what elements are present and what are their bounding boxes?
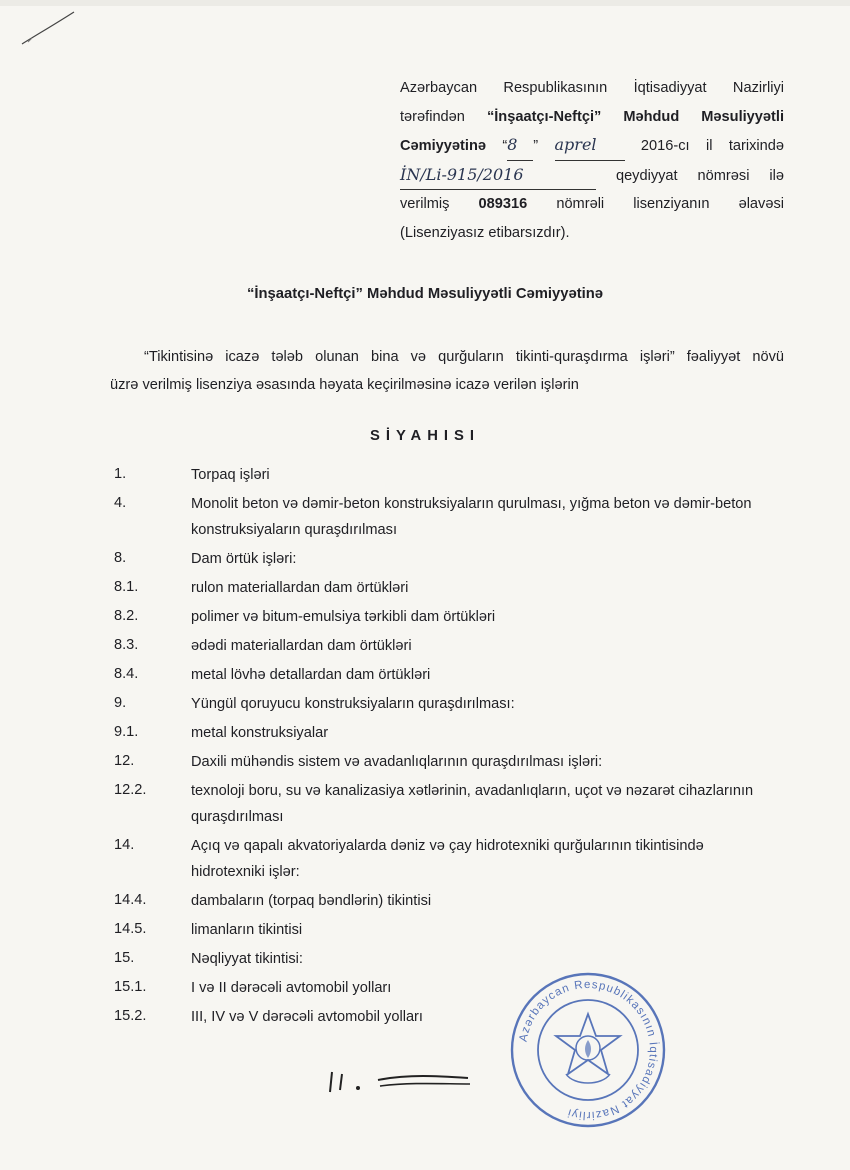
header-line-2: tərəfindən “İnşaatçı-Neftçi” Məhdud Məsuliyyətli [400,108,785,125]
list-item: 1. Torpaq işləri [114,466,270,483]
list-item: 8.2. polimer və bitum-emulsiya tərkibli dam örtükləri [114,608,496,625]
corner-pen-mark [18,8,78,48]
header-line-5: verilmiş 089316 nömrəli lisenziyanın əlavəsi [400,196,784,212]
works-list [0,462,850,1033]
list-item: 14.4. dambaların (torpaq bəndlərin) tikintisi [114,892,432,909]
handwritten-registration-number: İN/Li-915/2016 [400,161,596,191]
handwritten-signature [318,1058,478,1098]
coat-of-arms-icon [556,1014,620,1083]
list-item: 9.1. metal konstruksiyalar [114,724,329,741]
list-item: 12. Daxili mühəndis sistem və avadanlıqlarının quraşdırılması işləri: [114,753,603,770]
list-item: 15. Nəqliyyat tikintisi: [114,950,303,967]
list-item: 15.1. I və II dərəcəli avtomobil yolları [114,979,392,996]
header-line-4: İN/Li-915/2016 qeydiyyat nömrəsi ilə [400,161,784,191]
header-line-3: Cəmiyyətinə “8 ” aprel 2016-cı il tarixində [400,131,784,161]
scan-edge [0,0,850,6]
header-line-6: (Lisenziyasız etibarsızdır). [400,224,570,241]
list-item: 8.1. rulon materiallardan dam örtükləri [114,579,409,596]
license-number: 089316 [478,196,528,212]
list-item: 4. Monolit beton və dəmir-beton konstruksiyaların qurulması, yığma beton və dəmir-beton konstruksiyaların quraşdırılması [114,495,752,538]
header-company-name: “İnşaatçı-Neftçi” Məhdud Məsuliyyətli [486,108,785,125]
header-line-1: Azərbaycan Respublikasının İqtisadiyyat Nazirliyi [400,80,784,96]
list-item: 9. Yüngül qoruyucu konstruksiyaların quraşdırılması: [114,695,515,712]
list-item: 12.2. texnoloji boru, su və kanalizasiya xətlərinin, avadanlıqların, uçot və nəzarət cihazlarının quraşdırılması [114,782,754,825]
list-item: 8.4. metal lövhə detallardan dam örtükləri [114,666,431,683]
handwritten-month: aprel [555,131,625,161]
company-title: “İnşaatçı-Neftçi” Məhdud Məsuliyyətli Cəmiyyətinə [246,286,604,302]
list-item: 8.3. ədədi materiallardan dam örtükləri [114,637,412,654]
seal-ring-text: Azərbaycan Respublikasının İqtisadiyyat Nazirliyi [517,978,660,1122]
ministry-seal [508,970,668,1130]
handwritten-day: 8 [507,131,533,161]
license-appendix-header [400,74,784,247]
list-item: 14.5. limanların tikintisi [114,921,303,938]
intro-paragraph [110,343,784,399]
list-item: 14. Açıq və qapalı akvatoriyalarda dəniz və çay hidrotexniki qurğularının tikintisində hidrotexniki işlər: [114,837,704,880]
list-title: SİYAHISI [370,428,480,444]
intro-line-2: üzrə verilmiş lisenziya əsasında həyata keçirilməsinə icazə verilən işlərin [110,377,579,393]
list-item: 15.2. III, IV və V dərəcəli avtomobil yolları [114,1008,423,1025]
list-item: 8. Dam örtük işləri: [114,550,297,567]
intro-line-1: “Tikintisinə icazə tələb olunan bina və qurğuların tikinti-quraşdırma işləri” fəaliyyət növü [144,349,784,365]
